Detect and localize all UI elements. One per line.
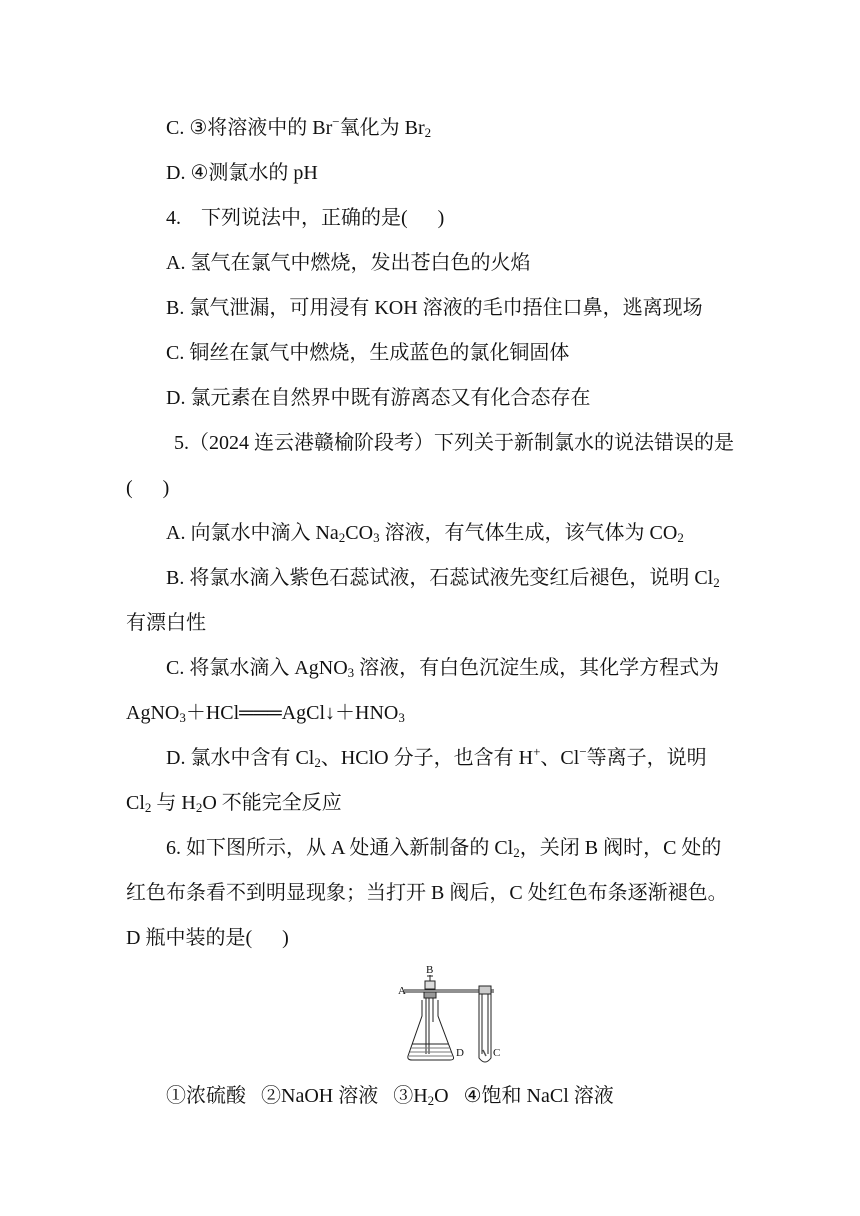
option-b-q5-line2: 有漂白性	[126, 612, 206, 634]
label-c: C	[493, 1047, 501, 1059]
question-6-stem-line1: 6. 如下图所示，从 A 处通入新制备的 $Cl_2$，关闭 B 阀时，C 处的	[166, 837, 722, 860]
option-c-q4: C. 铜丝在氯气中燃烧，生成蓝色的氯化铜固体	[166, 342, 570, 364]
question-4-stem: 4. 下列说法中，正确的是( )	[166, 207, 445, 229]
label-d: D	[456, 1047, 464, 1059]
apparatus-figure	[394, 964, 506, 1070]
option-c-q3: C. ③将溶液中的 Br−氧化为 $Br_2$	[166, 114, 432, 140]
option-c-q5-line1: C. 将氯水滴入 AgNO$_3$ 溶液，有白色沉淀生成，其化学方程式为	[166, 657, 720, 680]
question-6-choices: ①浓硫酸 ②NaOH 溶液 $③H_2O$ ④饱和 NaCl 溶液	[166, 1085, 614, 1108]
option-b-q5-line1: B. 将氯水滴入紫色石蕊试液，石蕊试液先变红后褪色，说明 $Cl_2$	[166, 567, 720, 590]
label-a: A	[398, 985, 406, 997]
question-5-stem: 5.（2024 连云港赣榆阶段考）下列关于新制氯水的说法错误的是	[174, 432, 734, 454]
apparatus-diagram	[394, 964, 506, 1070]
option-b-q4: B. 氯气泄漏，可用浸有 KOH 溶液的毛巾捂住口鼻，逃离现场	[166, 297, 703, 319]
option-d-q5-line2: $Cl_2$ 与 $H_2O$ 不能完全反应	[126, 792, 342, 815]
option-d-q4: D. 氯元素在自然界中既有游离态又有化合态存在	[166, 387, 591, 409]
question-5-blank: ( )	[126, 477, 170, 499]
option-a-q4: A. 氢气在氯气中燃烧，发出苍白色的火焰	[166, 252, 531, 274]
option-a-q5: A. 向氯水中滴入 $Na_2CO_3$ 溶液，有气体生成，该气体为 $CO_2$	[166, 522, 684, 545]
label-b: B	[426, 964, 434, 976]
question-6-stem-line2: 红色布条看不到明显现象；当打开 B 阀后，C 处红色布条逐渐褪色。	[126, 882, 728, 904]
option-d-q3: D. ④测氯水的 pH	[166, 162, 318, 184]
question-6-stem-line3: D 瓶中装的是( )	[126, 927, 289, 949]
option-d-q5-line1: D. 氯水中含有 $Cl_2$、HClO 分子，也含有 H+、Cl−等离子，说明	[166, 744, 707, 770]
option-c-q5-equation: $AgNO_3+HCl═══AgCl↓+HNO_3$	[126, 702, 405, 725]
